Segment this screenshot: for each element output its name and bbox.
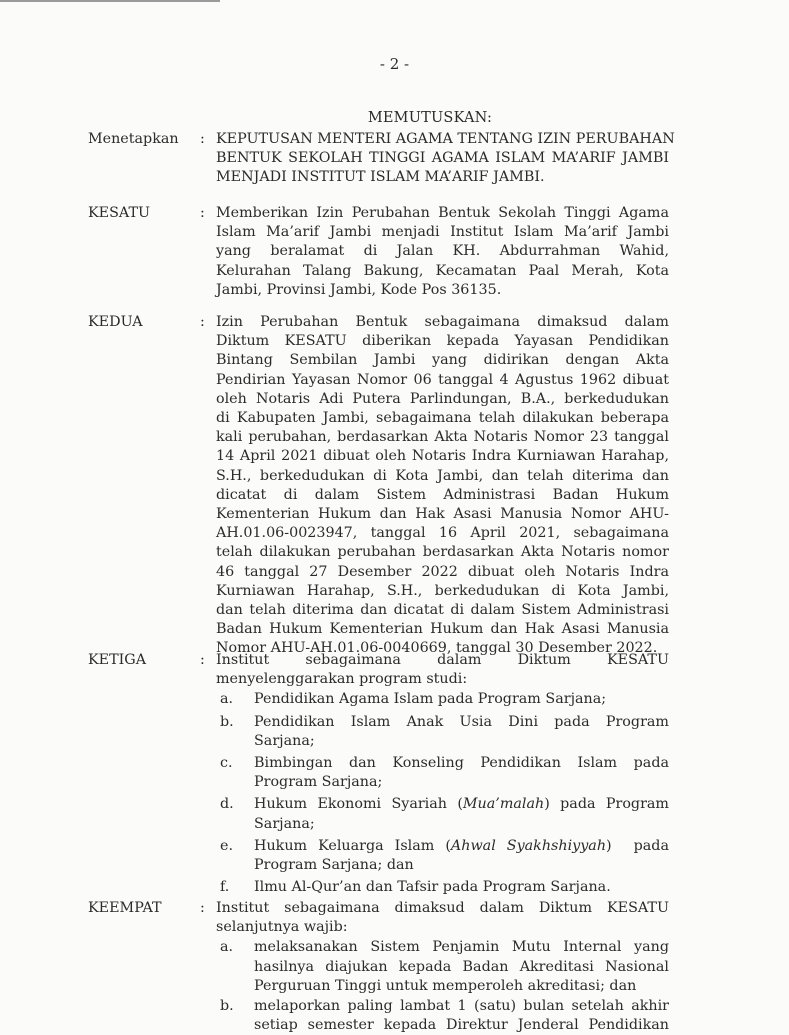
list-item	[216, 690, 669, 709]
text-line: 14 April 2021 dibuat oleh Notaris Indra Kurniawan Harahap,	[216, 448, 669, 465]
text-line: dicatat di dalam Sistem Administrasi Badan Hukum	[216, 486, 669, 503]
section-body	[216, 130, 675, 188]
colon: :	[200, 900, 205, 916]
text-line: Institut sebagaimana dimaksud dalam Diktum KESATU	[216, 900, 669, 916]
text-line: yang beralamat di Jalan KH. Abdurrahman Wahid,	[216, 243, 669, 260]
text-line: Institut sebagaimana dalam Diktum KESATU	[216, 652, 669, 668]
text-line: Pendidikan Islam Anak Usia Dini pada Program	[254, 713, 669, 730]
list-item	[216, 837, 669, 875]
section-body	[216, 204, 669, 300]
text-line: Islam Ma’arif Jambi menjadi Institut Islam Ma’arif Jambi	[216, 224, 669, 241]
text-run: Hukum Ekonomi Syariah (	[254, 796, 463, 813]
text-line: Kurniawan Harahap, S.H., berkedudukan di Kota Jambi,	[216, 582, 669, 599]
text-line: Jambi, Provinsi Jambi, Kode Pos 36135.	[216, 281, 502, 298]
text-line: Bintang Sembilan Jambi yang didirikan dengan Akta	[216, 352, 669, 369]
section-kesatu	[88, 204, 728, 300]
text-line: BENTUK SEKOLAH TINGGI AGAMA ISLAM MA’ARIF JAMBI	[216, 150, 669, 167]
text-run: Hukum Keluarga Islam (	[254, 837, 451, 854]
text-line: Sarjana;	[254, 732, 315, 749]
section-body	[216, 313, 669, 659]
text-line: menyelenggarakan program studi:	[216, 671, 468, 688]
italic-term: Mua’malah	[462, 796, 545, 813]
text-line: Pendirian Yayasan Nomor 06 tanggal 4 Agustus 1962 dibuat	[216, 371, 669, 388]
text-line: Ilmu Al-Qur’an dan Tafsir pada Program Sarjana.	[254, 879, 611, 896]
text-line: kali perubahan, berdasarkan Akta Notaris Nomor 23 tanggal	[216, 429, 669, 446]
text-line: Pendidikan Agama Islam pada Program Sarjana;	[254, 691, 607, 708]
colon: :	[200, 314, 205, 330]
list-item	[216, 878, 669, 897]
text-line: Badan Hukum Kementerian Hukum dan Hak Asasi Manusia	[216, 621, 669, 638]
text-line: dan telah diterima dan dicatat di dalam Sistem Administrasi	[216, 602, 669, 619]
text-line	[254, 795, 669, 814]
text-line: S.H., berkedudukan di Kota Jambi, dan telah diterima dan	[216, 467, 669, 484]
scan-edge	[0, 0, 220, 2]
section-label: KEDUA	[88, 314, 143, 330]
text-run: ) pada	[606, 837, 669, 854]
section-body	[216, 651, 669, 897]
text-line: setiap semester kepada Direktur Jenderal Pendidikan	[254, 1017, 669, 1034]
text-line: AH.01.06-0023947, tanggal 16 April 2021, sebagaimana	[216, 525, 669, 542]
colon: :	[200, 205, 205, 221]
text-line: 46 tanggal 27 Desember 2022 dibuat oleh Notaris Indra	[216, 563, 669, 580]
list-item	[216, 997, 669, 1035]
text-line: selanjutnya wajib:	[216, 919, 348, 936]
section-label: KEEMPAT	[88, 900, 162, 916]
text-line: telah dilakukan perubahan berdasarkan Akta Notaris nomor	[216, 544, 669, 561]
text-line: Izin Perubahan Bentuk sebagaimana dimaksud dalam	[216, 314, 669, 330]
section-ketiga	[88, 651, 728, 897]
section-menetapkan	[88, 130, 728, 188]
text-line: Sarjana;	[254, 815, 315, 832]
decision-heading: MEMUTUSKAN:	[367, 110, 493, 126]
text-line: melaksanakan Sistem Penjamin Mutu Internal yang	[254, 939, 669, 956]
section-kedua	[88, 313, 728, 659]
text-line: Program Sarjana; dan	[254, 857, 414, 874]
list-letter: d.	[220, 796, 234, 813]
text-line: melaporkan paling lambat 1 (satu) bulan setelah akhir	[254, 998, 669, 1015]
list-letter: f.	[220, 879, 230, 896]
text-line: KEPUTUSAN MENTERI AGAMA TENTANG IZIN PERUBAHAN	[216, 131, 675, 147]
section-keempat	[88, 899, 728, 1035]
section-label: Menetapkan	[88, 131, 179, 147]
list-item	[216, 754, 669, 792]
text-line: di Kabupaten Jambi, sebagaimana telah dilakukan beberapa	[216, 410, 669, 427]
text-line: oleh Notaris Adi Putera Parlindungan, B.A., berkedudukan	[216, 390, 669, 407]
page-number: - 2 -	[379, 55, 410, 73]
text-line: Nomor AHU-AH.01.06-0040669, tanggal 30 Desember 2022.	[216, 640, 658, 657]
colon: :	[200, 652, 205, 668]
text-line: Kementerian Hukum dan Hak Asasi Manusia Nomor AHU-	[216, 506, 669, 523]
italic-term: Ahwal Syakhshiyyah	[450, 837, 607, 854]
list-item	[216, 713, 669, 751]
list-item	[216, 795, 669, 833]
section-label: KESATU	[88, 205, 151, 221]
text-line: Perguruan Tinggi untuk memperoleh akreditasi; dan	[254, 977, 637, 994]
text-run: ) pada Program	[544, 796, 669, 813]
list-letter: e.	[220, 837, 234, 854]
text-line	[254, 837, 669, 856]
text-line: MENJADI INSTITUT ISLAM MA’ARIF JAMBI.	[216, 169, 545, 186]
text-line: Program Sarjana;	[254, 774, 383, 791]
list-item	[216, 938, 669, 996]
section-label: KETIGA	[88, 652, 147, 668]
text-line: Memberikan Izin Perubahan Bentuk Sekolah Tinggi Agama	[216, 205, 669, 221]
list-letter: b.	[220, 713, 234, 730]
colon: :	[200, 131, 205, 147]
text-line: Kelurahan Talang Bakung, Kecamatan Paal Merah, Kota	[216, 262, 669, 279]
list-letter: c.	[220, 755, 233, 772]
list-letter: a.	[220, 691, 234, 708]
text-line: Bimbingan dan Konseling Pendidikan Islam pada	[254, 755, 669, 772]
text-line: Diktum KESATU diberikan kepada Yayasan Pendidikan	[216, 333, 669, 350]
text-line: hasilnya diajukan kepada Badan Akreditasi Nasional	[254, 958, 669, 975]
section-body	[216, 899, 669, 1035]
list-letter: a.	[220, 939, 234, 956]
list-letter: b.	[220, 998, 234, 1015]
